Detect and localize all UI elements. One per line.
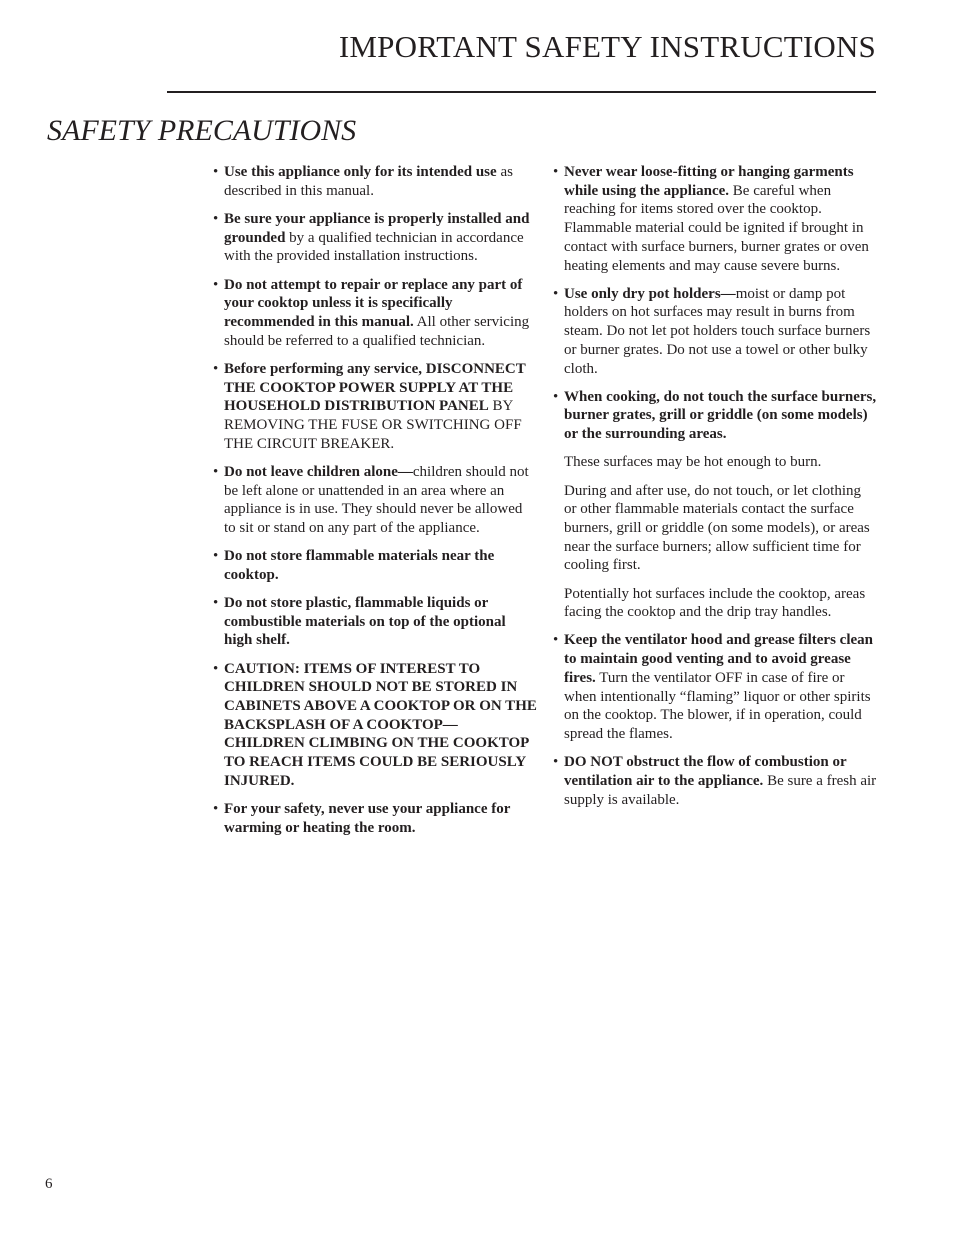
bullet: • (213, 164, 219, 180)
bullet: • (553, 632, 559, 649)
item-bold: Keep the ventilator hood and grease filters clean to maintain good venting and to avoid grease fires. (564, 632, 873, 686)
item-bold: Be sure your appliance is properly installed and grounded (224, 210, 530, 246)
paragraph: These surfaces may be hot enough to burn. (564, 454, 822, 471)
list-item (553, 753, 877, 809)
item-bold: When cooking, do not touch the surface burners, burner grates, grill or griddle (on some models) or the surrounding areas. (564, 388, 877, 443)
item-bold: DO NOT obstruct the flow of combustion or ventilation air to the appliance. (564, 754, 847, 789)
item-bold: For your safety, never use your appliance for warming or heating the room. (224, 801, 511, 836)
list-item (213, 800, 537, 837)
list-item (553, 388, 877, 444)
list-item (213, 210, 537, 266)
bullet: • (213, 595, 219, 612)
item-text: as described in this manual. (224, 164, 513, 199)
paragraph: Potentially hot surfaces include the cooktop, areas facing the cooktop and the drip tray handles. (564, 585, 866, 621)
bullet: • (553, 285, 559, 302)
item-text: moist or damp pot holders on hot surfaces may result in burns from steam. Do not let pot holders touch surface burners or burner grates. Do not use a towel or other bulky cloth. (564, 285, 871, 377)
item-bold: Do not leave children alone— (224, 463, 413, 480)
item-bold: Do not store flammable materials near the cooktop. (224, 548, 495, 583)
item-bold: CAUTION: ITEMS OF INTEREST TO CHILDREN SHOULD NOT BE STORED IN CABINETS ABOVE A COOKTOP OR ON THE BACKSPLASH OF A COOKTOP— CHILDREN CLIMBING ON THE COOKTOP TO REACH ITEMS COULD BE SERIOUSLY INJURED. (224, 660, 537, 789)
list-item (213, 360, 537, 454)
list-item (553, 285, 877, 379)
item-text: by a qualified technician in accordance with the provided installation instructions. (224, 229, 524, 265)
header-divider (167, 91, 876, 93)
bullet: • (213, 463, 219, 480)
item-text: children should not be left alone or unattended in an area where an appliance is in use. They should never be allowed to sit or stand on any part of the appliance. (224, 463, 529, 536)
list-item (213, 594, 537, 650)
list-item (213, 660, 537, 791)
item-text: BY REMOVING THE FUSE OR SWITCHING OFF THE CIRCUIT BREAKER. (224, 398, 522, 452)
list-item (553, 163, 877, 275)
item-text: Be sure a fresh air supply is available. (564, 772, 877, 808)
list-item (213, 463, 537, 538)
bullet: • (213, 801, 219, 818)
item-bold: Do not attempt to repair or replace any part of your cooktop unless it is specifically recommended in this manual. (224, 276, 523, 330)
page-number: 6 (45, 1176, 53, 1192)
item-text: All other servicing should be referred to a qualified technician. (224, 313, 530, 349)
right-column (553, 163, 877, 819)
bullet: • (213, 210, 219, 227)
bullet: • (213, 360, 219, 377)
paragraph: During and after use, do not touch, or let clothing or other flammable materials contact the surface burners, grill or griddle (on some models), or areas near the surface burners; allow sufficient time for cooling first. (564, 482, 870, 574)
header-title: IMPORTANT SAFETY INSTRUCTIONS (338, 29, 876, 64)
bullet: • (553, 754, 559, 771)
item-bold: Do not store plastic, flammable liquids or combustible materials on top of the optional high shelf. (224, 595, 506, 649)
list-item (553, 631, 877, 743)
item-text: Be careful when reaching for items stored over the cooktop. Flammable material could be ignited if brought in contact with surface burners, burner grates or oven heating elements and may cause severe burns. (564, 182, 869, 274)
bullet: • (553, 164, 559, 180)
section-title: SAFETY PRECAUTIONS (47, 114, 357, 147)
item-bold: Use only dry pot holders— (564, 285, 736, 302)
list-item (213, 276, 537, 351)
bullet: • (213, 548, 219, 565)
bullet: • (213, 276, 219, 293)
list-item (213, 163, 537, 200)
bullet: • (213, 660, 219, 677)
item-bold: Before performing any service, DISCONNECT THE COOKTOP POWER SUPPLY AT THE HOUSEHOLD DISTRIBUTION PANEL (224, 360, 526, 415)
item-text: Turn the ventilator OFF in case of fire or when intentionally “flaming” liquor or other spirits on the cooktop. The blower, if in operation, could spread the flames. (564, 669, 871, 742)
left-column (213, 163, 537, 847)
bullet: • (553, 388, 559, 405)
list-item (213, 547, 537, 584)
item-bold: Use this appliance only for its intended use (224, 164, 497, 180)
item-bold: Never wear loose-fitting or hanging garments while using the appliance. (564, 164, 854, 199)
